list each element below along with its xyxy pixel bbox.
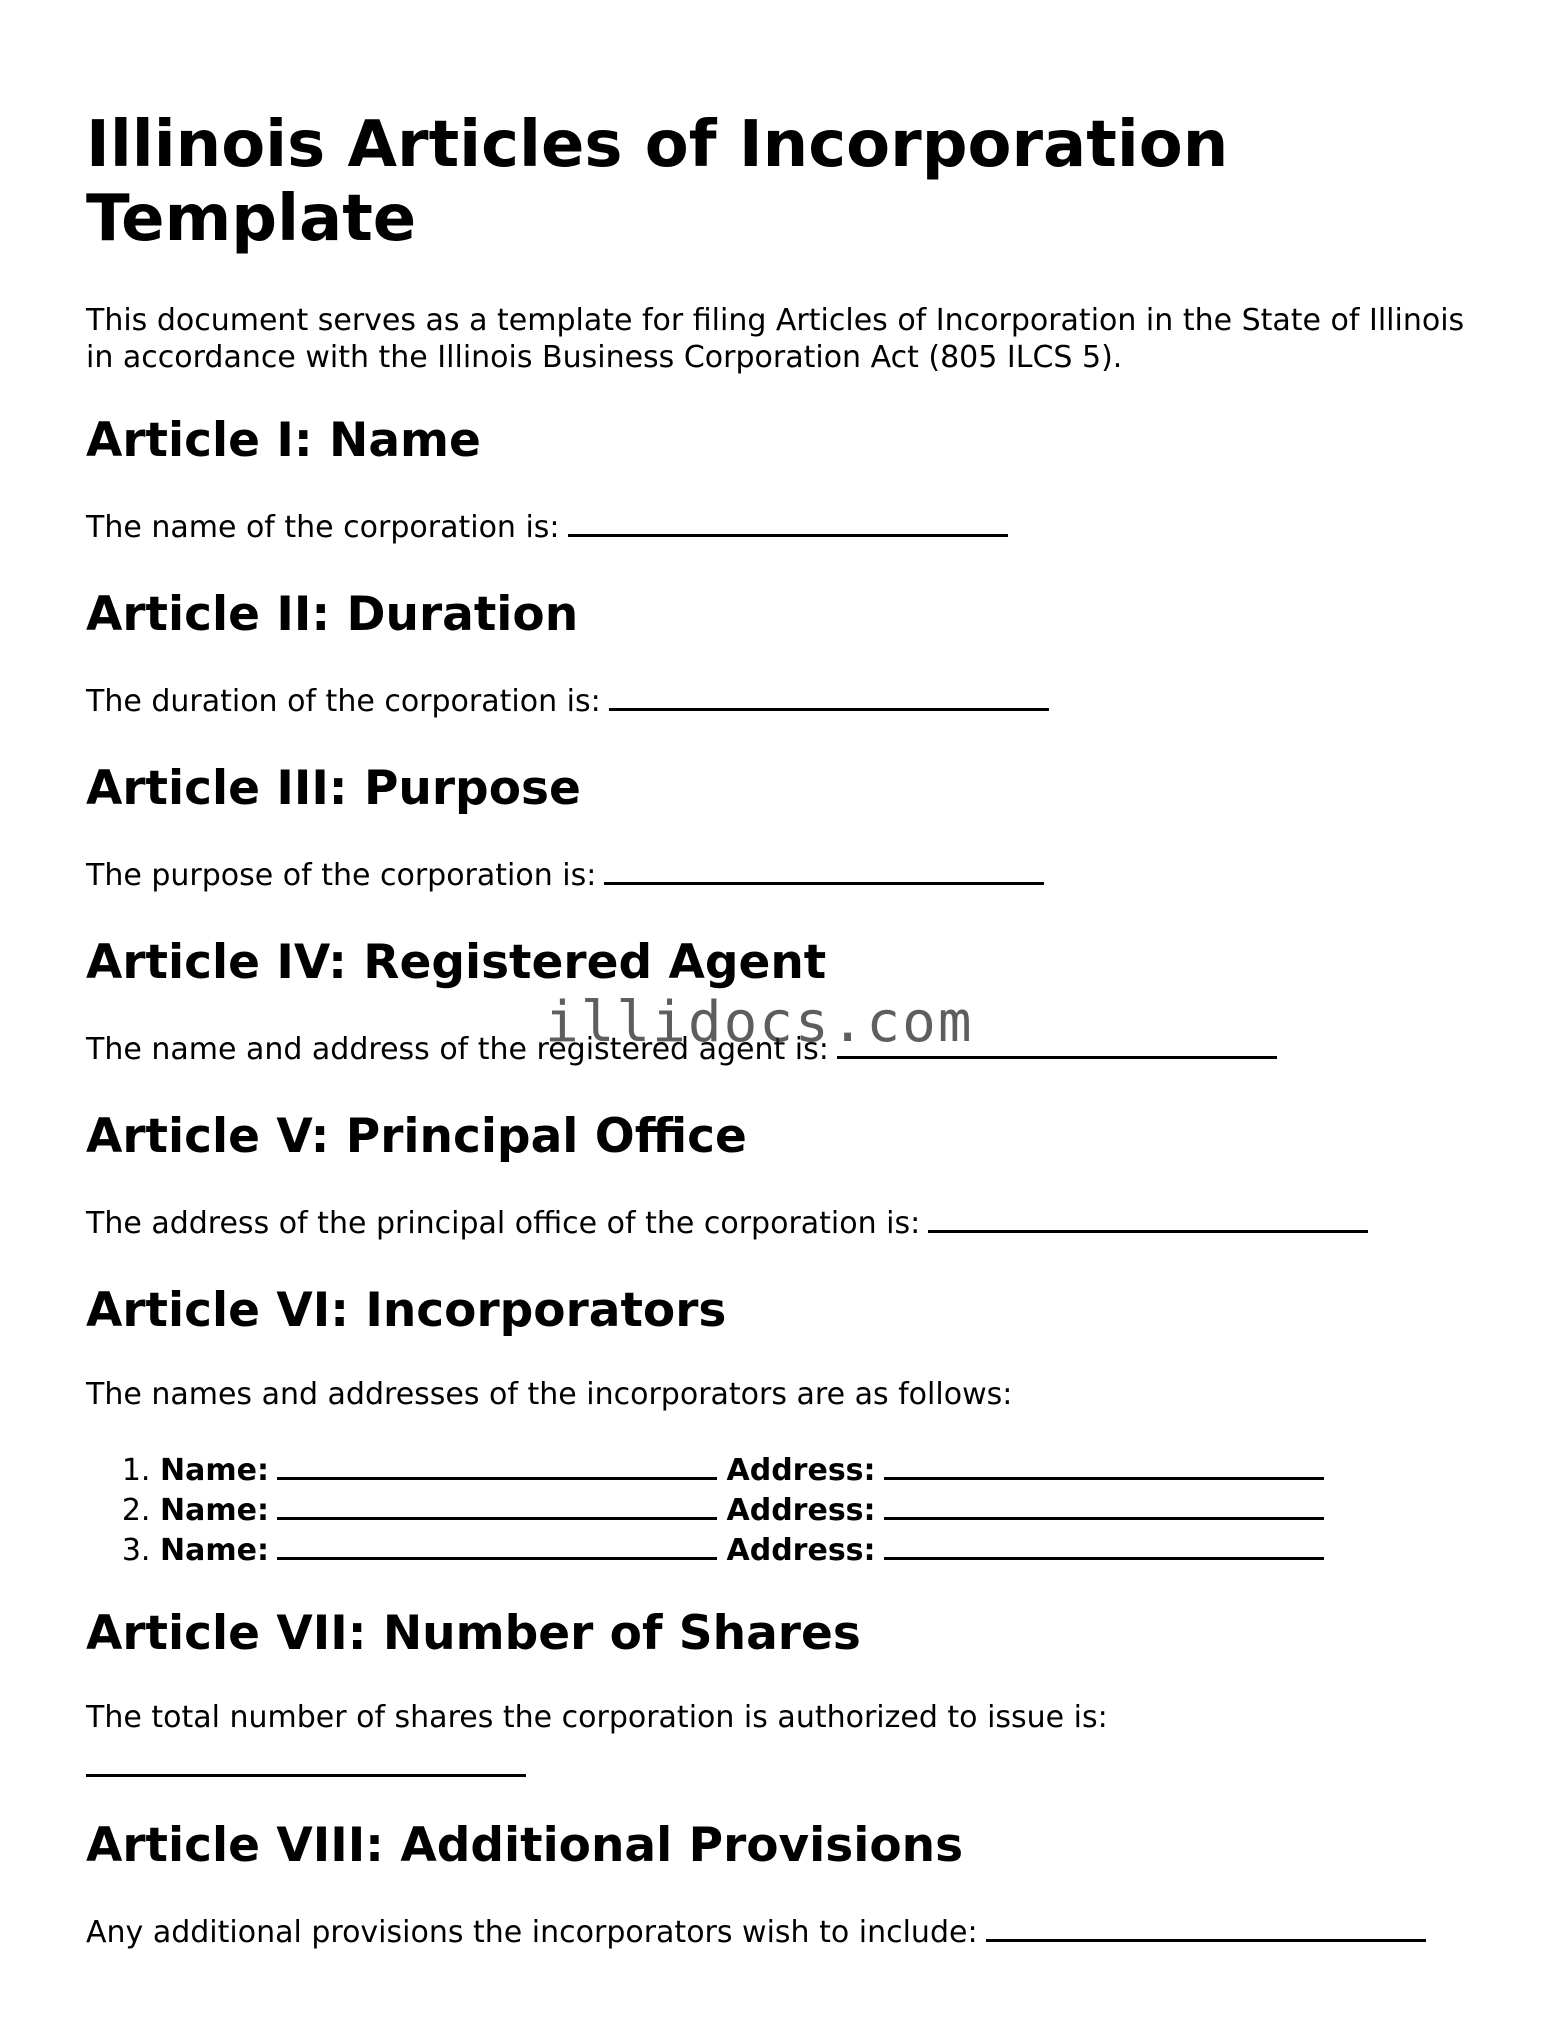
intro-paragraph: This document serves as a template for filing Articles of Incorporation in the State of Illinois in accordance with the Illinois Business Corporation Act (805 ILCS 5). bbox=[86, 303, 1465, 375]
article-4-text: The name and address of the registered agent is: bbox=[86, 1028, 1476, 1068]
incorporator-2-name-field[interactable] bbox=[277, 1489, 717, 1520]
article-7-text: The total number of shares the corporation is authorized to issue is: bbox=[86, 1699, 1476, 1777]
article-3-heading: Article III: Purpose bbox=[86, 761, 581, 816]
article-8-heading: Article VIII: Additional Provisions bbox=[86, 1818, 964, 1873]
list-item: 3. Name: Address: bbox=[160, 1529, 1476, 1569]
incorporator-1-address-field[interactable] bbox=[884, 1449, 1324, 1480]
registered-agent-field[interactable] bbox=[837, 1028, 1277, 1059]
article-6-text: The names and addresses of the incorporators are as follows: bbox=[86, 1377, 1013, 1412]
article-2-text: The duration of the corporation is: bbox=[86, 680, 1476, 720]
article-5-heading: Article V: Principal Office bbox=[86, 1109, 747, 1164]
list-item: 2. Name: Address: bbox=[160, 1489, 1476, 1529]
article-8-text: Any additional provisions the incorporators wish to include: bbox=[86, 1911, 1476, 1951]
article-1-text: The name of the corporation is: bbox=[86, 506, 1476, 546]
incorporator-3-name-field[interactable] bbox=[277, 1529, 717, 1560]
shares-field[interactable] bbox=[86, 1746, 526, 1777]
incorporator-3-address-field[interactable] bbox=[884, 1529, 1324, 1560]
article-7-heading: Article VII: Number of Shares bbox=[86, 1606, 861, 1661]
additional-provisions-field[interactable] bbox=[986, 1911, 1426, 1942]
incorporator-2-address-field[interactable] bbox=[884, 1489, 1324, 1520]
corporation-name-field[interactable] bbox=[568, 506, 1008, 537]
article-4-heading: Article IV: Registered Agent bbox=[86, 935, 827, 990]
watermark: illidocs.com bbox=[545, 990, 974, 1055]
purpose-field[interactable] bbox=[604, 854, 1044, 885]
article-1-heading: Article I: Name bbox=[86, 413, 481, 468]
principal-office-field[interactable] bbox=[928, 1202, 1368, 1233]
article-6-heading: Article VI: Incorporators bbox=[86, 1283, 727, 1338]
document-title: Illinois Articles of Incorporation Template bbox=[86, 108, 1229, 256]
article-3-text: The purpose of the corporation is: bbox=[86, 854, 1476, 894]
article-2-heading: Article II: Duration bbox=[86, 587, 579, 642]
article-5-text: The address of the principal office of the corporation is: bbox=[86, 1202, 1476, 1242]
incorporators-list bbox=[86, 1449, 1476, 1569]
incorporator-1-name-field[interactable] bbox=[277, 1449, 717, 1480]
list-item: 1. Name: Address: bbox=[160, 1449, 1476, 1489]
duration-field[interactable] bbox=[609, 680, 1049, 711]
document-page bbox=[86, 108, 1476, 1991]
